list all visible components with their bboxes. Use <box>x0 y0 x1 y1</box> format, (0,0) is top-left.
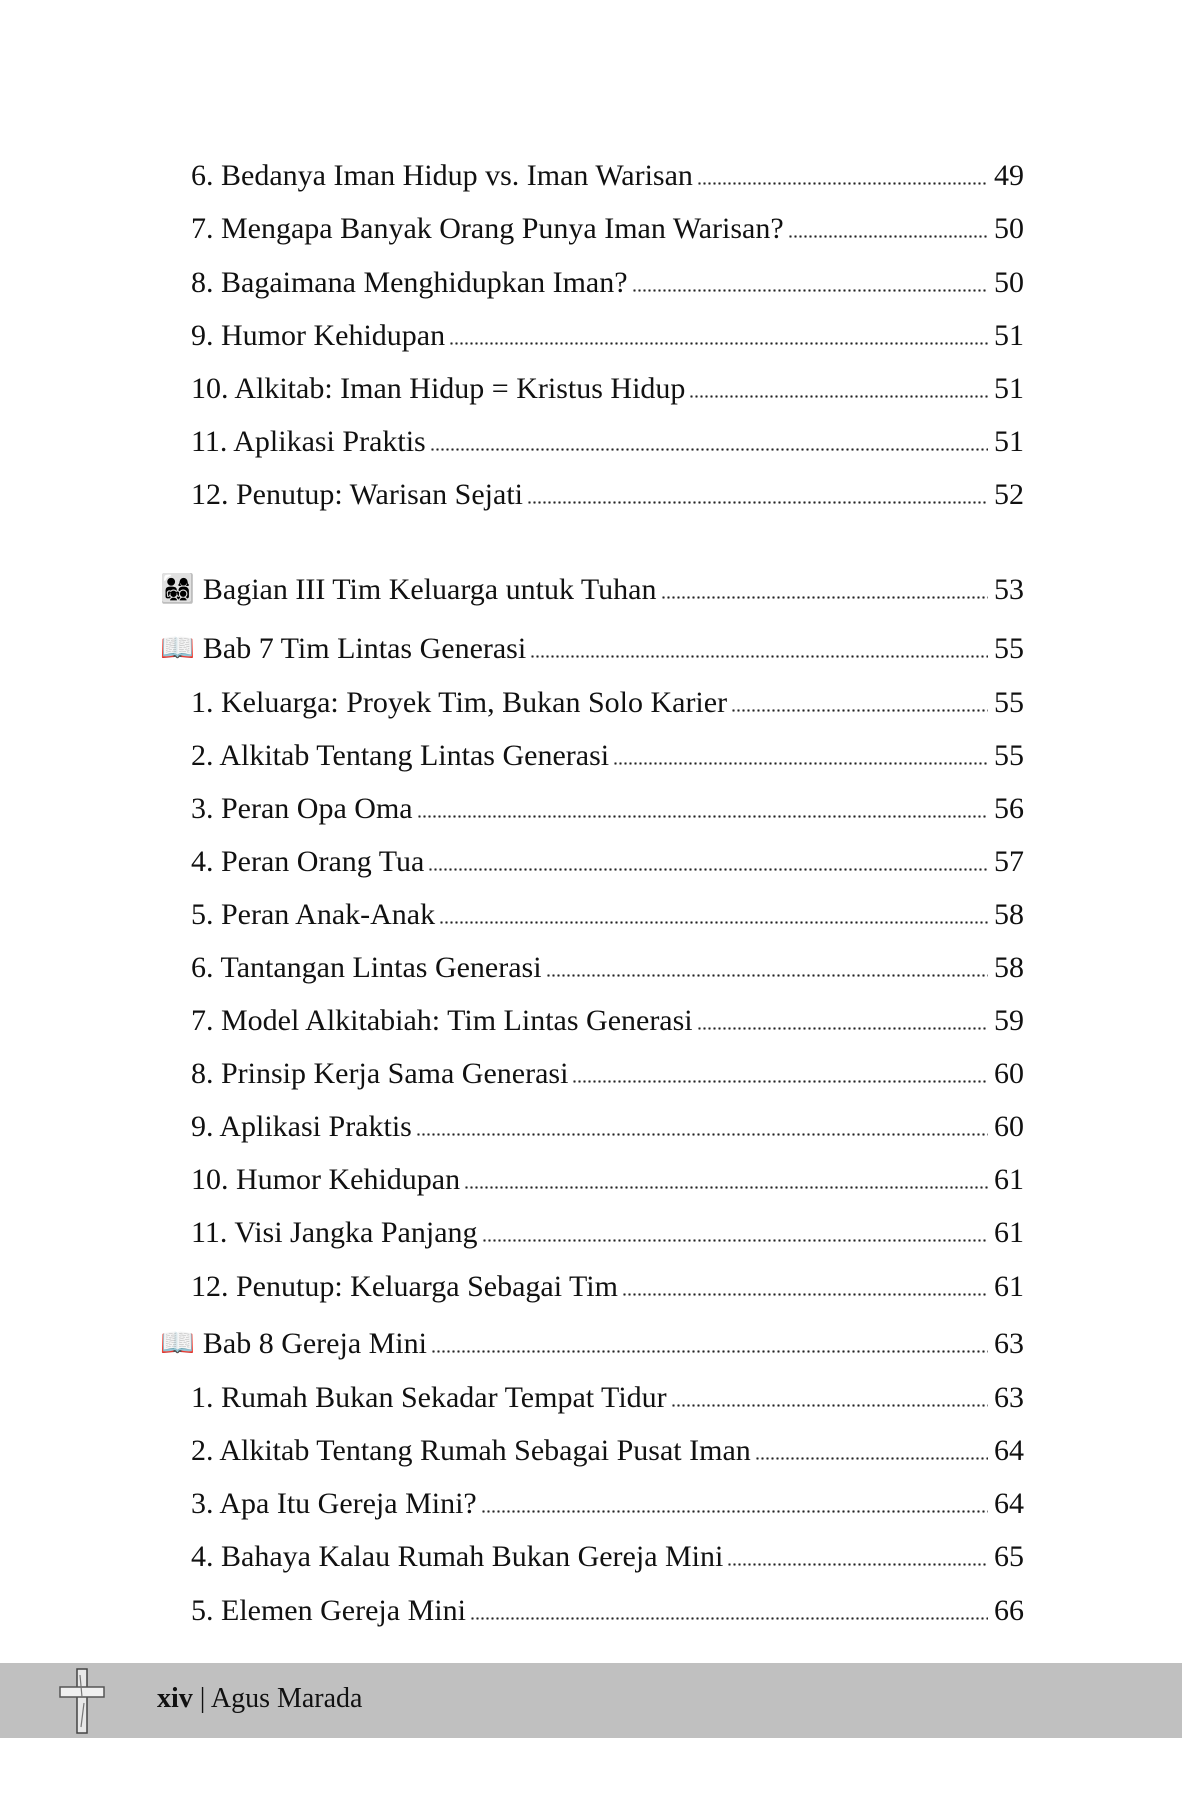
toc-entry-title: 11. Visi Jangka Panjang <box>191 1216 478 1249</box>
toc-entry-item[interactable] <box>191 316 1024 356</box>
family-icon: 👨‍👩‍👧‍👦 <box>160 574 195 605</box>
toc-entry-item[interactable] <box>191 736 1024 776</box>
toc-entry-part[interactable] <box>160 570 1024 610</box>
toc-entry-title: 12. Penutup: Warisan Sejati <box>191 478 523 511</box>
toc-entry-page: 60 <box>994 1110 1024 1143</box>
toc-entry-page: 63 <box>994 1381 1024 1414</box>
page-footer <box>0 1663 1182 1738</box>
footer-separator: | <box>192 1683 211 1714</box>
dot-leader <box>481 1506 988 1514</box>
dot-leader <box>727 1559 988 1567</box>
toc-entry-item[interactable] <box>191 1267 1024 1307</box>
dot-leader <box>788 231 988 239</box>
dot-leader <box>622 1289 988 1297</box>
toc-entry-page: 65 <box>994 1540 1024 1573</box>
dot-leader <box>416 1129 988 1137</box>
toc-entry-page: 61 <box>994 1270 1024 1303</box>
toc-entry-title: 12. Penutup: Keluarga Sebagai Tim <box>191 1270 618 1303</box>
dot-leader <box>439 917 988 925</box>
toc-entry-item[interactable] <box>191 1591 1024 1631</box>
toc-entry-title: Bab 8 Gereja Mini <box>202 1327 427 1360</box>
toc-entry-page: 51 <box>994 319 1024 352</box>
toc-entry-page: 51 <box>994 425 1024 458</box>
open-book-icon: 📖 <box>160 633 195 664</box>
toc-entry-item[interactable] <box>191 948 1024 988</box>
toc-entry-page: 61 <box>994 1163 1024 1196</box>
toc-entry-title: 2. Alkitab Tentang Rumah Sebagai Pusat Iman <box>191 1434 751 1467</box>
toc-entry-item[interactable] <box>191 209 1024 249</box>
toc-entry-item[interactable] <box>191 156 1024 196</box>
dot-leader <box>661 592 989 600</box>
dot-leader <box>428 864 988 872</box>
toc-entry-page: 56 <box>994 792 1024 825</box>
dot-leader <box>572 1076 988 1084</box>
toc-entry-item[interactable] <box>191 1537 1024 1577</box>
toc-entry-chapter[interactable] <box>160 629 1024 669</box>
toc-entry-title: 10. Alkitab: Iman Hidup = Kristus Hidup <box>191 372 686 405</box>
toc-entry-title: 2. Alkitab Tentang Lintas Generasi <box>191 739 610 772</box>
toc-entry-item[interactable] <box>191 789 1024 829</box>
toc-entry-item[interactable] <box>191 369 1024 409</box>
toc-entry-item[interactable] <box>191 422 1024 462</box>
toc-entry-page: 55 <box>994 632 1024 665</box>
toc-entry-item[interactable] <box>191 263 1024 303</box>
footer-text <box>157 1681 362 1717</box>
toc-entry-title: 5. Elemen Gereja Mini <box>191 1594 466 1627</box>
toc-entry-chapter[interactable] <box>160 1324 1024 1364</box>
toc-entry-item[interactable] <box>191 1213 1024 1253</box>
dot-leader <box>431 1346 988 1354</box>
toc-entry-item[interactable] <box>191 1378 1024 1418</box>
dot-leader <box>527 497 988 505</box>
toc-entry-page: 64 <box>994 1487 1024 1520</box>
toc-entry-page: 61 <box>994 1216 1024 1249</box>
toc-entry-page: 63 <box>994 1327 1024 1360</box>
toc-entry-page: 58 <box>994 898 1024 931</box>
dot-leader <box>755 1453 988 1461</box>
toc-entry-title: 9. Aplikasi Praktis <box>191 1110 412 1143</box>
toc-entry-item[interactable] <box>191 895 1024 935</box>
toc-entry-title: 10. Humor Kehidupan <box>191 1163 461 1196</box>
page-number: xiv <box>157 1683 193 1714</box>
toc-entry-title: 6. Bedanya Iman Hidup vs. Iman Warisan <box>191 159 693 192</box>
toc-entry-page: 57 <box>994 845 1024 878</box>
toc-entry-title: 3. Peran Opa Oma <box>191 792 413 825</box>
toc-entry-title: 11. Aplikasi Praktis <box>191 425 426 458</box>
toc-entry-page: 55 <box>994 686 1024 719</box>
dot-leader <box>689 391 988 399</box>
dot-leader <box>470 1613 988 1621</box>
toc-entry-page: 64 <box>994 1434 1024 1467</box>
toc-entry-title: 7. Mengapa Banyak Orang Punya Iman Warisan? <box>191 212 784 245</box>
toc-entry-title: 9. Humor Kehidupan <box>191 319 446 352</box>
toc-entry-item[interactable] <box>191 842 1024 882</box>
toc-entry-page: 53 <box>994 573 1024 606</box>
dot-leader <box>449 338 988 346</box>
dot-leader <box>731 705 988 713</box>
toc-entry-title: 4. Bahaya Kalau Rumah Bukan Gereja Mini <box>191 1540 724 1573</box>
toc-entry-title: Bagian III Tim Keluarga untuk Tuhan <box>202 573 657 606</box>
toc-entry-title: 7. Model Alkitabiah: Tim Lintas Generasi <box>191 1004 693 1037</box>
toc-entry-item[interactable] <box>191 475 1024 515</box>
toc-entry-title: 4. Peran Orang Tua <box>191 845 425 878</box>
toc-entry-item[interactable] <box>191 1160 1024 1200</box>
toc-entry-item[interactable] <box>191 1001 1024 1041</box>
dot-leader <box>697 1023 988 1031</box>
toc-entry-title: 1. Rumah Bukan Sekadar Tempat Tidur <box>191 1381 667 1414</box>
toc-entry-item[interactable] <box>191 1054 1024 1094</box>
author-name: Agus Marada <box>210 1683 363 1714</box>
toc-entry-page: 60 <box>994 1057 1024 1090</box>
toc-entry-page: 58 <box>994 951 1024 984</box>
open-book-icon: 📖 <box>160 1328 195 1359</box>
toc-entry-page: 52 <box>994 478 1024 511</box>
dot-leader <box>464 1182 988 1190</box>
toc-entry-page: 49 <box>994 159 1024 192</box>
toc-entry-title: 8. Bagaimana Menghidupkan Iman? <box>191 266 628 299</box>
toc-entry-title: Bab 7 Tim Lintas Generasi <box>202 632 527 665</box>
dot-leader <box>613 758 988 766</box>
dot-leader <box>482 1235 988 1243</box>
toc-entry-page: 51 <box>994 372 1024 405</box>
dot-leader <box>530 651 988 659</box>
toc-entry-title: 1. Keluarga: Proyek Tim, Bukan Solo Karier <box>191 686 728 719</box>
dot-leader <box>546 970 988 978</box>
dot-leader <box>632 285 988 293</box>
toc-entry-page: 50 <box>994 212 1024 245</box>
dot-leader <box>697 178 988 186</box>
toc-entry-title: 6. Tantangan Lintas Generasi <box>191 951 542 984</box>
dot-leader <box>430 444 988 452</box>
toc-entry-title: 3. Apa Itu Gereja Mini? <box>191 1487 477 1520</box>
toc-entry-item[interactable] <box>191 683 1024 723</box>
toc-entry-item[interactable] <box>191 1107 1024 1147</box>
toc-entry-page: 66 <box>994 1594 1024 1627</box>
dot-leader <box>671 1400 988 1408</box>
toc-entry-page: 59 <box>994 1004 1024 1037</box>
toc-entry-item[interactable] <box>191 1431 1024 1471</box>
dot-leader <box>417 811 988 819</box>
toc-entry-item[interactable] <box>191 1484 1024 1524</box>
toc-entry-page: 55 <box>994 739 1024 772</box>
toc-entry-title: 8. Prinsip Kerja Sama Generasi <box>191 1057 569 1090</box>
toc-entry-page: 50 <box>994 266 1024 299</box>
cross-icon <box>58 1667 106 1735</box>
toc-entry-title: 5. Peran Anak-Anak <box>191 898 436 931</box>
